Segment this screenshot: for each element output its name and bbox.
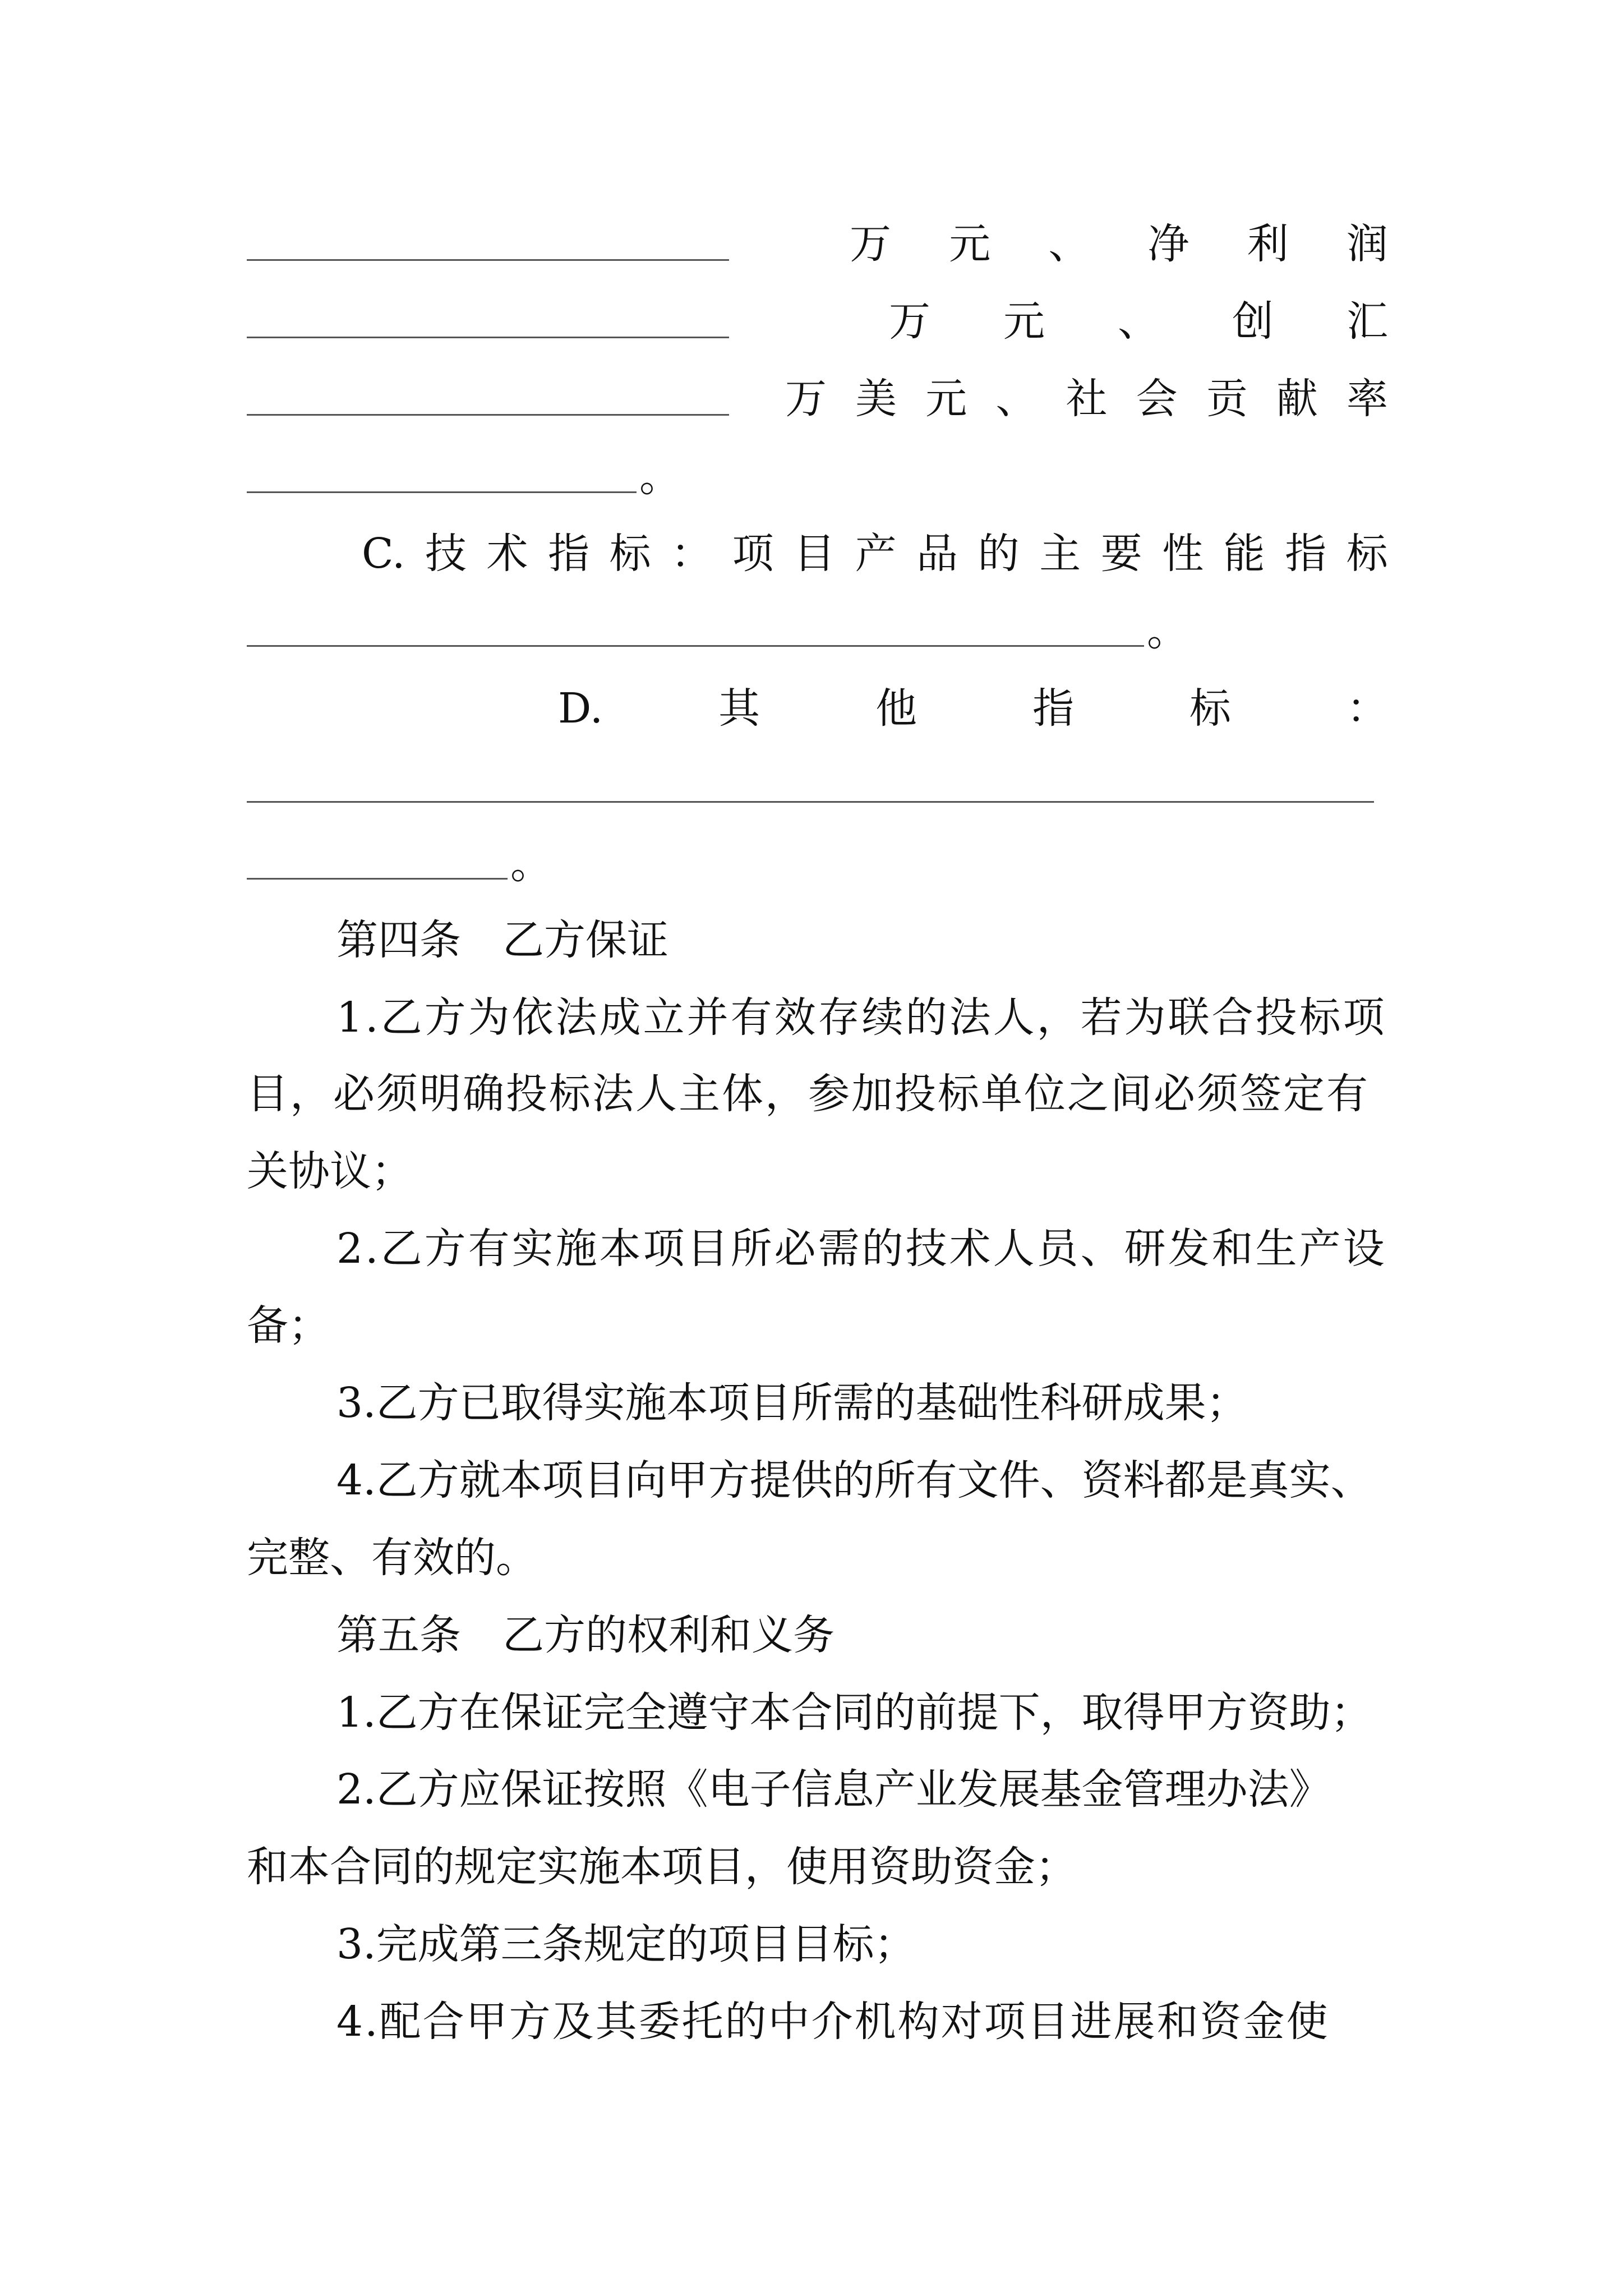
article-4-item-3: 3.乙方已取得实施本项目所需的基础性科研成果； <box>336 1379 1248 1427</box>
char: 、 <box>995 375 1038 423</box>
line-3-text <box>785 371 1388 427</box>
char: 要 <box>1100 530 1142 578</box>
blank-line-other-indicators-1[interactable] <box>247 801 1374 803</box>
char: 其 <box>718 684 760 733</box>
char: 万 <box>850 220 891 268</box>
line-7-text <box>558 680 1388 737</box>
char: ： <box>1346 684 1388 733</box>
char: 会 <box>1136 375 1178 423</box>
char: 标 <box>1189 684 1232 733</box>
article-5-title: 第五条 乙方的权利和义务 <box>336 1611 834 1659</box>
blank-line-other-indicators-2[interactable] <box>247 878 508 880</box>
line-5-text <box>362 526 1388 582</box>
article-5-item-2-end: 和本合同的规定实施本项目，使用资助资金； <box>247 1843 1077 1891</box>
article-4-item-1-end: 关协议； <box>247 1147 413 1195</box>
blank-line-forex[interactable] <box>247 414 729 416</box>
char: ： <box>671 530 713 578</box>
char: C. <box>362 530 405 578</box>
article-4-item-2: 2.乙方有实施本项目所必需的技术人员、研发和生产设 <box>336 1225 1387 1273</box>
char: 汇 <box>1347 297 1388 346</box>
period: 。 <box>639 453 681 501</box>
article-4-item-2-end: 备； <box>247 1301 330 1350</box>
char: 的 <box>978 530 1020 578</box>
line-2-text <box>889 293 1388 349</box>
char: 性 <box>1162 530 1204 578</box>
char: 万 <box>785 375 827 423</box>
article-5-item-2: 2.乙方应保证按照《电子信息产业发展基金管理办法》 <box>336 1765 1331 1814</box>
char: 利 <box>1247 220 1289 268</box>
article-4-item-4: 4.乙方就本项目向甲方提供的所有文件、资料都是真实、 <box>336 1456 1372 1504</box>
article-5-item-1: 1.乙方在保证完全遵守本合同的前提下，取得甲方资助； <box>336 1688 1372 1737</box>
char: 能 <box>1223 530 1265 578</box>
period: 。 <box>510 840 552 888</box>
char: 率 <box>1347 375 1388 423</box>
char: 产 <box>855 530 897 578</box>
blank-line-social-contribution[interactable] <box>247 491 637 493</box>
char: D. <box>558 684 603 733</box>
char: 目 <box>794 530 836 578</box>
char: 、 <box>1048 220 1090 268</box>
char: 净 <box>1147 220 1189 268</box>
char: 标 <box>609 530 651 578</box>
article-5-item-4: 4.配合甲方及其委托的中介机构对项目进展和资金使 <box>336 1998 1330 2046</box>
char: 指 <box>1032 684 1075 733</box>
article-4-item-1: 1.乙方为依法成立并有效存续的法人，若为联合投标项 <box>336 993 1387 1042</box>
char: 润 <box>1346 220 1388 268</box>
char: 美 <box>855 375 897 423</box>
char: 社 <box>1066 375 1108 423</box>
article-5-item-3: 3.完成第三条规定的项目目标； <box>336 1920 916 1968</box>
char: 元 <box>949 220 991 268</box>
char: 术 <box>486 530 528 578</box>
article-4-item-4-end: 完整、有效的。 <box>247 1534 537 1582</box>
blank-line-net-profit[interactable] <box>247 337 729 338</box>
period: 。 <box>1147 607 1188 655</box>
char: 创 <box>1232 297 1274 346</box>
char: 元 <box>925 375 967 423</box>
article-4-title: 第四条 乙方保证 <box>336 916 668 964</box>
char: 技 <box>425 530 467 578</box>
char: 指 <box>548 530 590 578</box>
blank-line-tech-indicators[interactable] <box>247 645 1144 647</box>
blank-line-revenue[interactable] <box>247 259 729 261</box>
char: 指 <box>1285 530 1327 578</box>
char: 献 <box>1276 375 1318 423</box>
char: 贡 <box>1206 375 1248 423</box>
char: 、 <box>1118 297 1159 346</box>
char: 标 <box>1346 530 1388 578</box>
line-1-text <box>850 216 1388 272</box>
char: 项 <box>732 530 774 578</box>
char: 主 <box>1039 530 1081 578</box>
char: 万 <box>889 297 930 346</box>
char: 他 <box>875 684 917 733</box>
char: 元 <box>1003 297 1045 346</box>
char: 品 <box>916 530 958 578</box>
article-4-item-1-cont: 目，必须明确投标法人主体，参加投标单位之间必须签定有 <box>247 1070 1370 1118</box>
